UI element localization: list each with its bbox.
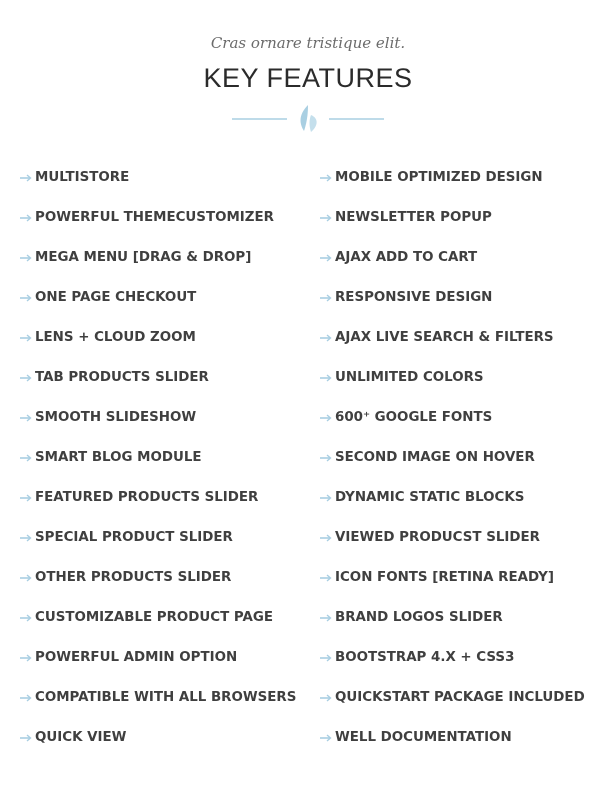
- arrow-right-icon: [20, 293, 32, 303]
- arrow-right-icon: [20, 253, 32, 263]
- arrow-right-icon: [320, 293, 332, 303]
- feature-label: UNLIMITED COLORS: [335, 370, 484, 385]
- arrow-right-icon: [20, 733, 32, 743]
- subtitle: Cras ornare tristique elit.: [210, 34, 406, 52]
- feature-label: BOOTSTRAP 4.X + CSS3: [335, 650, 515, 665]
- feature-item: [320, 718, 585, 758]
- feature-label: ICON FONTS [RETINA READY]: [335, 570, 554, 585]
- feature-item: [320, 438, 585, 478]
- arrow-right-icon: [320, 653, 332, 663]
- feature-item: [320, 158, 585, 198]
- feature-label: MOBILE OPTIMIZED DESIGN: [335, 170, 543, 185]
- feature-item: [320, 678, 585, 718]
- feature-label: WELL DOCUMENTATION: [335, 730, 512, 745]
- arrow-right-icon: [20, 413, 32, 423]
- feature-label: POWERFUL THEMECUSTOMIZER: [35, 210, 274, 225]
- arrow-right-icon: [20, 173, 32, 183]
- feature-label: OTHER PRODUCTS SLIDER: [35, 570, 232, 585]
- feature-item: [320, 598, 585, 638]
- feature-label: NEWSLETTER POPUP: [335, 210, 492, 225]
- feature-label: BRAND LOGOS SLIDER: [335, 610, 503, 625]
- feature-item: [20, 198, 296, 238]
- feature-item: [320, 238, 585, 278]
- feature-item: [20, 238, 296, 278]
- arrow-right-icon: [20, 453, 32, 463]
- arrow-right-icon: [20, 373, 32, 383]
- arrow-right-icon: [320, 453, 332, 463]
- feature-label: SMART BLOG MODULE: [35, 450, 202, 465]
- arrow-right-icon: [320, 733, 332, 743]
- feature-item: [20, 398, 296, 438]
- feature-item: [20, 278, 296, 318]
- feature-label: MEGA MENU [DRAG & DROP]: [35, 250, 252, 265]
- feature-item: [320, 478, 585, 518]
- feature-label: QUICKSTART PACKAGE INCLUDED: [335, 690, 585, 705]
- arrow-right-icon: [320, 173, 332, 183]
- feature-item: [320, 198, 585, 238]
- feature-label: 600⁺ GOOGLE FONTS: [335, 410, 493, 425]
- feature-item: [20, 438, 296, 478]
- arrow-right-icon: [320, 533, 332, 543]
- feature-label: MULTISTORE: [35, 170, 130, 185]
- arrow-right-icon: [320, 693, 332, 703]
- arrow-right-icon: [320, 613, 332, 623]
- feature-item: [20, 318, 296, 358]
- feature-item: [20, 358, 296, 398]
- feature-label: CUSTOMIZABLE PRODUCT PAGE: [35, 610, 273, 625]
- feature-item: [320, 318, 585, 358]
- feature-label: LENS + CLOUD ZOOM: [35, 330, 196, 345]
- feature-item: [320, 638, 585, 678]
- arrow-right-icon: [20, 693, 32, 703]
- features-left-column: [20, 158, 296, 758]
- arrow-right-icon: [320, 493, 332, 503]
- arrow-right-icon: [320, 373, 332, 383]
- arrow-right-icon: [320, 413, 332, 423]
- feature-item: [20, 558, 296, 598]
- feature-item: [320, 398, 585, 438]
- feature-label: TAB PRODUCTS SLIDER: [35, 370, 209, 385]
- arrow-right-icon: [320, 253, 332, 263]
- feature-label: FEATURED PRODUCTS SLIDER: [35, 490, 259, 505]
- feature-label: QUICK VIEW: [35, 730, 127, 745]
- feature-label: POWERFUL ADMIN OPTION: [35, 650, 238, 665]
- feature-item: [320, 558, 585, 598]
- arrow-right-icon: [20, 573, 32, 583]
- arrow-right-icon: [320, 573, 332, 583]
- feature-item: [320, 278, 585, 318]
- arrow-right-icon: [20, 613, 32, 623]
- feature-label: SPECIAL PRODUCT SLIDER: [35, 530, 233, 545]
- feature-label: AJAX ADD TO CART: [335, 250, 478, 265]
- arrow-right-icon: [320, 213, 332, 223]
- arrow-right-icon: [20, 533, 32, 543]
- feature-label: VIEWED PRODUCST SLIDER: [335, 530, 540, 545]
- feature-label: SECOND IMAGE ON HOVER: [335, 450, 535, 465]
- arrow-right-icon: [20, 213, 32, 223]
- feature-item: [20, 478, 296, 518]
- arrow-right-icon: [20, 653, 32, 663]
- features-right-column: [320, 158, 585, 758]
- arrow-right-icon: [320, 333, 332, 343]
- feature-item: [20, 598, 296, 638]
- feature-label: SMOOTH SLIDESHOW: [35, 410, 197, 425]
- feature-label: COMPATIBLE WITH ALL BROWSERS: [35, 690, 297, 705]
- arrow-right-icon: [20, 333, 32, 343]
- feature-item: [20, 158, 296, 198]
- feature-item: [20, 638, 296, 678]
- feature-label: DYNAMIC STATIC BLOCKS: [335, 490, 525, 505]
- feature-item: [20, 718, 296, 758]
- feature-label: ONE PAGE CHECKOUT: [35, 290, 197, 305]
- feature-item: [320, 518, 585, 558]
- arrow-right-icon: [20, 493, 32, 503]
- feature-label: RESPONSIVE DESIGN: [335, 290, 493, 305]
- feature-item: [320, 358, 585, 398]
- feature-item: [20, 678, 296, 718]
- feature-label: AJAX LIVE SEARCH & FILTERS: [335, 330, 554, 345]
- page-title: KEY FEATURES: [203, 63, 413, 93]
- feature-item: [20, 518, 296, 558]
